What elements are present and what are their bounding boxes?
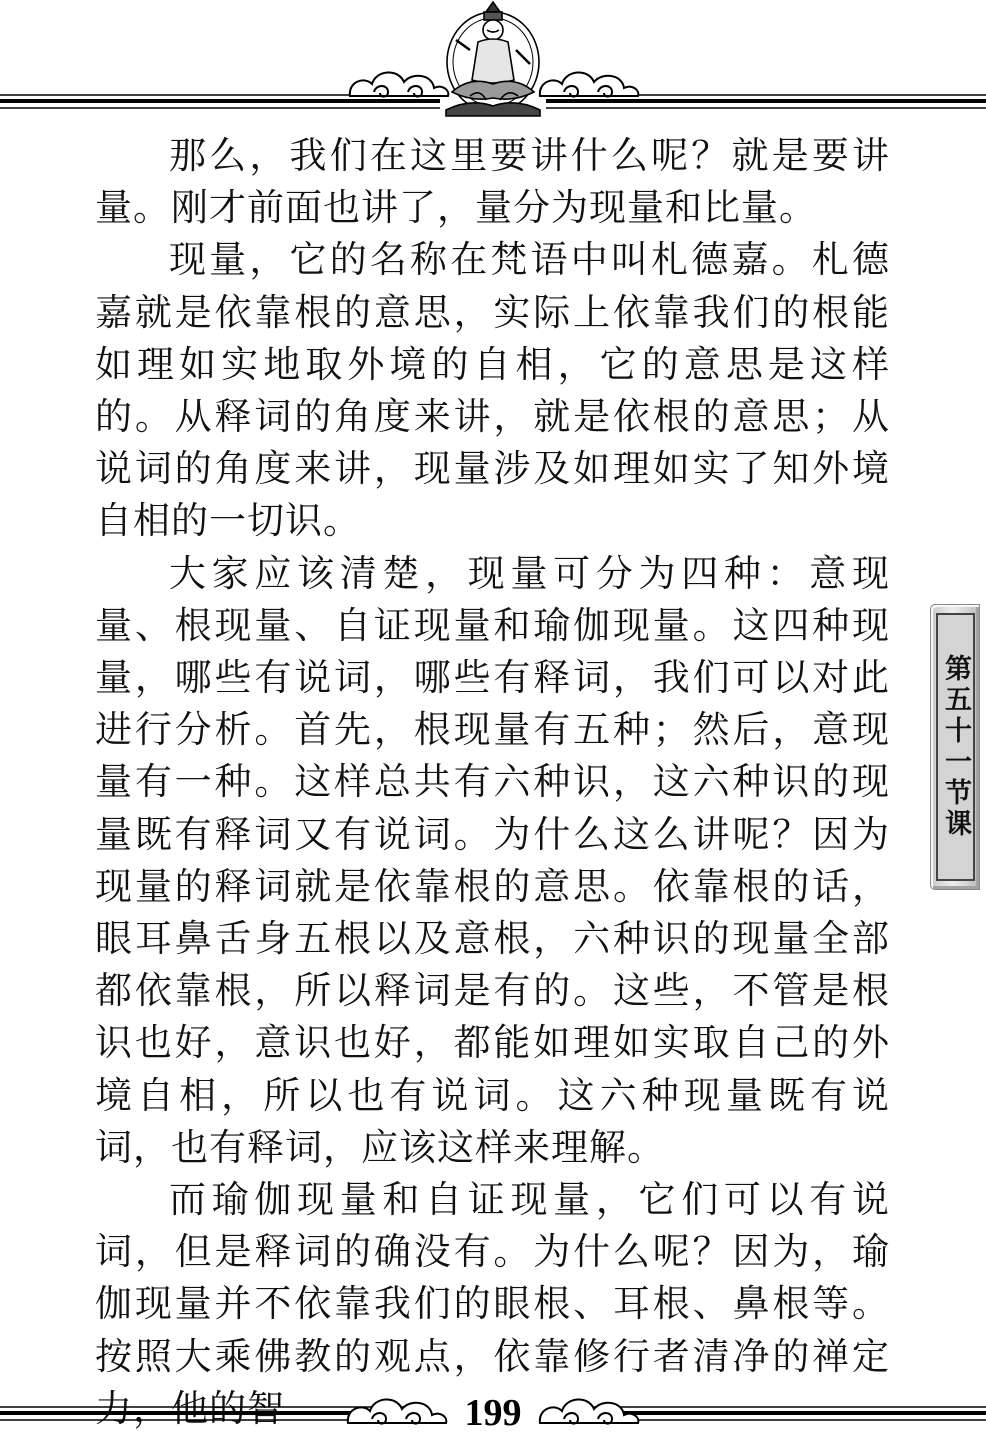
- cloud-scroll-icon: [350, 72, 448, 96]
- paragraph-2: 现量，它的名称在梵语中叫札德嘉。札德嘉就是依靠根的意思，实际上依靠我们的根能如理如实地取外境的自相，它的意思是这样的。从释词的角度来讲，就是依根的意思；从说词的角度来讲，现量涉及如理如实了知外境自相的一切识。: [95, 238, 890, 543]
- chapter-tab-frame: [936, 613, 975, 881]
- chapter-tab: [930, 604, 980, 890]
- paragraph-3: 大家应该清楚，现量可分为四种：意现量、根现量、自证现量和瑜伽现量。这四种现量，哪些有说词，哪些有释词，我们可以对此进行分析。首先，根现量有五种；然后，意现量有一种。这样总共有六种识，这六种识的现量既有释词又有说词。为什么这么讲呢？因为现量的释词就是依靠根的意思。依靠根的话，眼耳鼻舌身五根以及意根，六种识的现量全部都依靠根，所以释词是有的。这些，不管是根识也好，意识也好，都能如理如实取自己的外境自相，所以也有说词。这六种现量既有说词，也有释词，应该这样来理解。: [95, 551, 890, 1169]
- deity-figure-icon: [442, 2, 544, 116]
- header-ornament: [0, 0, 986, 120]
- chapter-tab-label: 第五十一节课: [940, 654, 971, 840]
- page-number: 199: [464, 1392, 522, 1434]
- main-text: [95, 130, 890, 1435]
- cloud-scroll-icon: [540, 72, 638, 96]
- paragraph-1: 那么，我们在这里要讲什么呢？就是要讲量。刚才前面也讲了，量分为现量和比量。: [95, 134, 890, 230]
- paragraph-4: 而瑜伽现量和自证现量，它们可以有说词，但是释词的确没有。为什么呢？因为，瑜伽现量并不依靠我们的眼根、耳根、鼻根等。按照大乘佛教的观点，依靠修行者清净的禅定力，他的智: [95, 1178, 890, 1430]
